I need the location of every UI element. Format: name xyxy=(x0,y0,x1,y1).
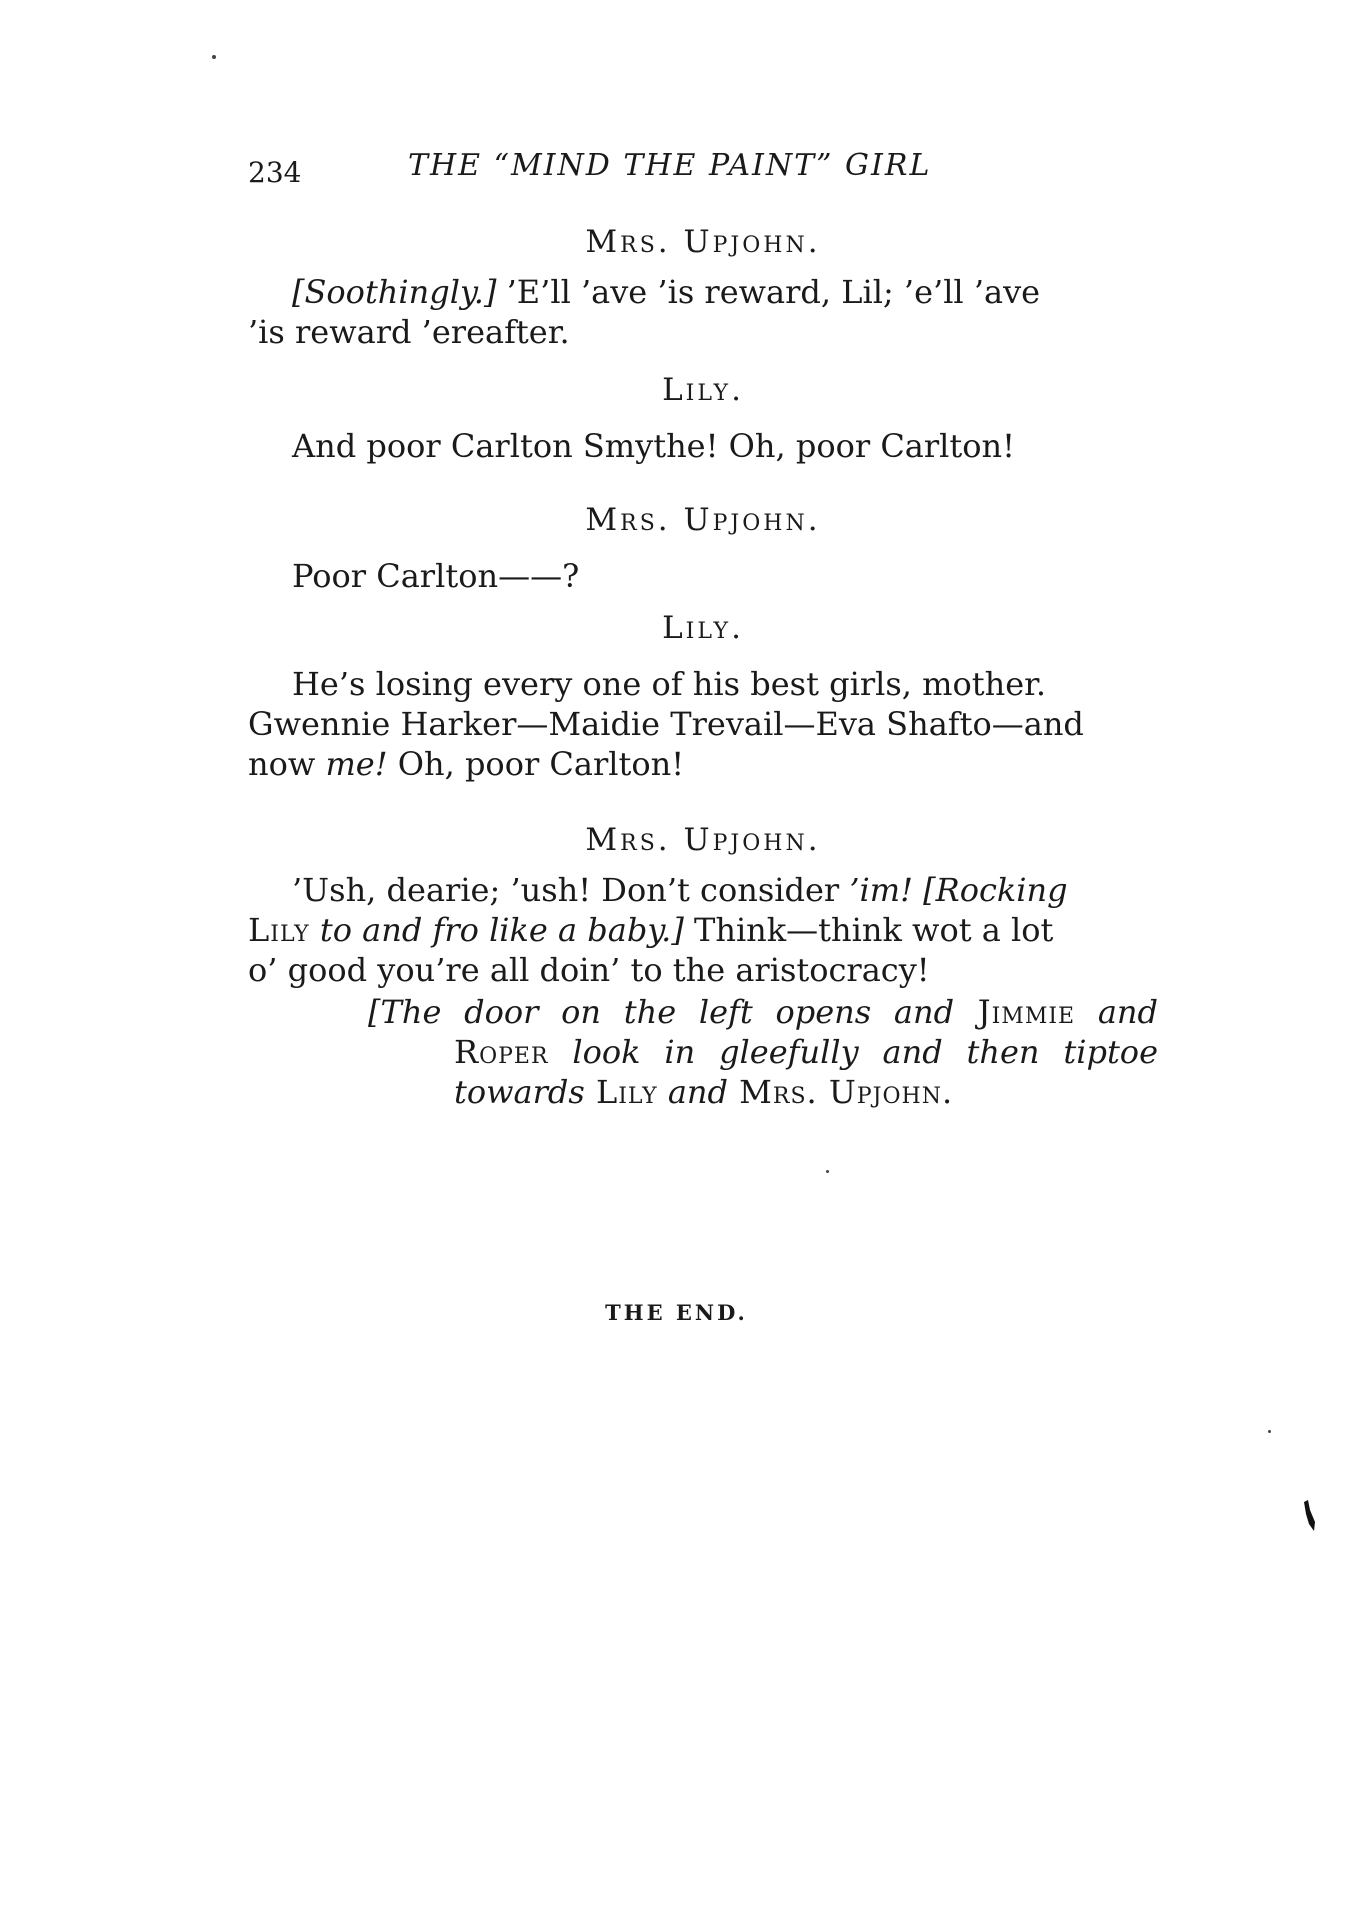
stage-text: and xyxy=(657,1073,728,1111)
speaker-name: Mrs. Upjohn. xyxy=(585,822,821,858)
stage-text: [The door on the left opens and xyxy=(368,993,955,1031)
stage-line xyxy=(368,1032,1158,1072)
ink-blot-icon xyxy=(1302,1500,1316,1532)
stage-line xyxy=(368,1072,1158,1112)
character-name: Mrs. Upjohn. xyxy=(727,1073,954,1111)
speech-emphasis: me! xyxy=(325,745,388,783)
speaker-name: Mrs. Upjohn. xyxy=(585,224,821,260)
speech-text xyxy=(248,272,1158,352)
dialogue-lily-2 xyxy=(248,608,1158,784)
running-title: THE “MIND THE PAINT” GIRL xyxy=(408,148,932,183)
speech-line: Oh, poor Carlton! xyxy=(387,745,685,783)
page-number: 234 xyxy=(248,156,302,189)
dialogue-mrs-upjohn-1 xyxy=(248,222,1158,352)
speaker-name: Mrs. Upjohn. xyxy=(585,502,821,538)
speech-line: o’ good you’re all doin’ to the aristocracy! xyxy=(248,951,930,989)
character-name: Jimmie xyxy=(954,993,1076,1031)
character-name: Roper xyxy=(454,1033,549,1071)
speech-line: And poor Carlton Smythe! Oh, poor Carlton! xyxy=(292,427,1015,465)
character-name: Lily xyxy=(584,1073,658,1111)
scan-speck xyxy=(826,1170,829,1173)
speech-line: Think—think wot a lot xyxy=(683,911,1054,949)
stage-direction xyxy=(368,992,1158,1112)
dialogue-lily-1 xyxy=(248,370,1158,466)
speech-line: He’s losing every one of his best girls, mother. xyxy=(292,665,1047,703)
end-mark: THE END. xyxy=(605,1300,748,1325)
speech-line: now xyxy=(248,745,326,783)
speech-line: ’Ush, dearie; ’ush! Don’t consider xyxy=(292,871,850,909)
stage-cue: to and fro like a baby.] xyxy=(309,911,684,949)
stage-text: look in gleefully and then tiptoe xyxy=(548,1033,1158,1071)
stage-line xyxy=(368,992,1158,1032)
dialogue-mrs-upjohn-2 xyxy=(248,500,1158,596)
speech-line: Gwennie Harker—Maidie Trevail—Eva Shafto—and xyxy=(248,705,1084,743)
speech-line: ’E’ll ’ave ’is reward, Lil; ’e’ll ’ave xyxy=(496,273,1041,311)
stage-text: towards xyxy=(454,1073,585,1111)
stage-text: and xyxy=(1075,993,1159,1031)
speech-text xyxy=(248,426,1158,466)
speech-line: Poor Carlton——? xyxy=(292,557,580,595)
stage-cue: [Soothingly.] xyxy=(292,273,497,311)
scan-speck xyxy=(212,55,216,59)
speaker-name: Lily. xyxy=(662,372,744,408)
speech-text xyxy=(248,556,1158,596)
speech-text xyxy=(248,664,1158,784)
speaker-name: Lily. xyxy=(662,610,744,646)
dialogue-mrs-upjohn-3 xyxy=(248,820,1158,990)
character-name: Lily xyxy=(248,911,310,949)
speech-text xyxy=(248,870,1158,990)
speech-emphasis: ’im! [Rocking xyxy=(849,871,1068,909)
scan-speck xyxy=(1268,1430,1271,1433)
page-header xyxy=(248,148,1008,188)
speech-line: ’is reward ’ereafter. xyxy=(248,313,570,351)
